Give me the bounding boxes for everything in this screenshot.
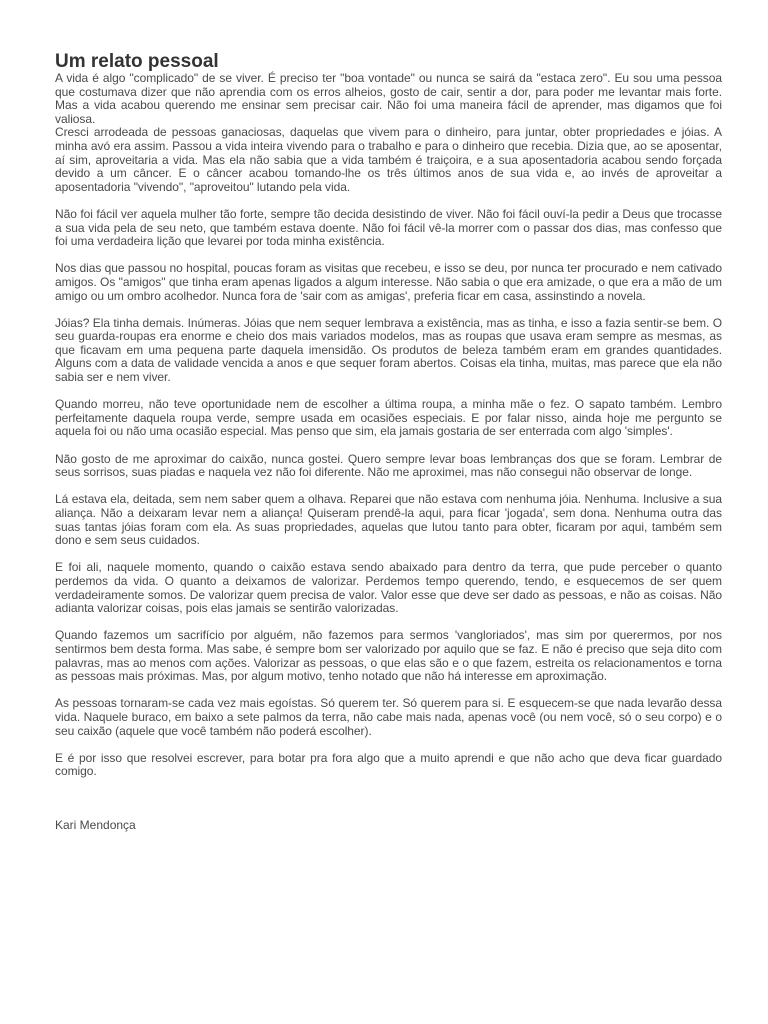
- paragraph-8: Lá estava ela, deitada, sem nem saber quem a olhava. Reparei que não estava com nenhuma jóia. Nenhuma. Inclusive a sua aliança. Não a deixaram levar nem a aliança! Quiseram prendê-la aqui, para ficar 'jogada', sem dona. Nenhuma outra das suas tantas jóias foram com ela. As suas propriedades, aquelas que lutou tanto para obter, ficaram por aqui, também sem dono e sem seus cuidados.: [55, 492, 722, 548]
- paragraph-10: Quando fazemos um sacrifício por alguém, não fazemos para sermos 'vangloriados', mas sim por querermos, por nos sentirmos bem desta forma. Mas sabe, é sempre bom ser valorizado por aquilo que se faz. E não é preciso que seja dito com palavras, mas ao menos com ações. Valorizar as pessoas, o que elas são e o que fazem, estreita os relacionamentos e torna as pessoas mais próximas. Mas, por algum motivo, tenho notado que não há interesse em aproximação.: [55, 628, 722, 684]
- paragraph-2: Cresci arrodeada de pessoas ganaciosas, daquelas que vivem para o dinheiro, para juntar, obter propriedades e jóias. A minha avó era assim. Passou a vida inteira vivendo para o trabalho e para o dinheiro que recebia. Dizia que, ao se aposentar, aí sim, aproveitaria a vida. Mas ela não sabia que a vida também é traiçoira, e a sua aposentadoria acabou sendo forçada devido a um câncer. E o câncer acabou tomando-lhe os três últimos anos de sua vida e, ao invés de aproveitar a aposentadoria "vivendo", "aproveitou" lutando pela vida.: [55, 125, 722, 194]
- document-page: [55, 52, 722, 832]
- author-signature: Kari Mendonça: [55, 817, 136, 832]
- paragraph-6: Quando morreu, não teve oportunidade nem de escolher a última roupa, a minha mãe o fez. O sapato também. Lembro perfeitamente daquela roupa verde, sempre usada em ocasiões especiais. E por falar nisso, ainda hoje me pergunto se aquela foi ou não uma ocasião especial. Mas penso que sim, ela jamais gostaria de ser enterrada com algo 'simples'.: [55, 397, 722, 439]
- paragraph-5: Jóias? Ela tinha demais. Inúmeras. Jóias que nem sequer lembrava a existência, mas as tinha, e isso a fazia sentir-se bem. O seu guarda-roupas era enorme e cheio dos mais variados modelos, mas as roupas que usava eram sempre as mesmas, as que ficavam em uma pequena parte daquela imensidão. Os produtos de beleza também eram em grandes quantidades. Alguns com a data de validade vencida a anos e que sequer foram abertos. Coisas ela tinha, muitas, mas parece que ela não sabia ser e nem viver.: [55, 315, 722, 385]
- paragraph-4: Nos dias que passou no hospital, poucas foram as visitas que recebeu, e isso se deu, por nunca ter procurado e nem cativado amigos. Os "amigos" que tinha eram apenas ligados a algum interesse. Não sabia o que era amizade, o que era a mão de um amigo ou um ombro acolhedor. Nunca fora de 'sair com as amigas', preferia ficar em casa, assinstindo a novela.: [55, 261, 722, 303]
- paragraph-12: E é por isso que resolvei escrever, para botar pra fora algo que a muito aprendi e que não acho que deva ficar guardado comigo.: [55, 750, 722, 779]
- paragraph-11: As pessoas tornaram-se cada vez mais egoístas. Só querem ter. Só querem para si. E esquecem-se que nada levarão dessa vida. Naquele buraco, em baixo a sete palmos da terra, não cabe mais nada, apenas você (ou nem você, só o seu corpo) e o seu caixão (aquele que você também não poderá escolher).: [55, 696, 722, 738]
- paragraph-9: E foi ali, naquele momento, quando o caixão estava sendo abaixado para dentro da terra, que pude perceber o quanto perdemos da vida. O quanto a deixamos de valorizar. Perdemos tempo querendo, tendo, e esquecemos de ser quem verdadeiramente somos. De valorizar quem precisa de valor. Valor esse que deve ser dado as pessoas, e não as coisas. Não adianta valorizar coisas, pois elas jamais se sentirão valorizadas.: [55, 560, 722, 616]
- paragraph-1: A vida é algo "complicado" de se viver. É preciso ter "boa vontade" ou nunca se sairá da "estaca zero". Eu sou uma pessoa que costumava dizer que não aprendia com os erros alheios, gosto de cair, sentir a dor, para poder me levantar mais forte. Mas a vida acabou querendo me ensinar sem precisar cair. Não foi uma maneira fácil de aprender, mas digamos que foi valiosa.: [55, 71, 722, 126]
- document-title: Um relato pessoal: [55, 51, 219, 72]
- paragraph-3: Não foi fácil ver aquela mulher tão forte, sempre tão decida desistindo de viver. Não foi fácil ouví-la pedir a Deus que trocasse a sua vida pela de seu neto, que também estava doente. Não foi fácil vê-la morrer com o passar dos dias, mas confesso que foi uma verdadeira lição que levarei por toda minha existência.: [55, 206, 722, 249]
- paragraph-7: Não gosto de me aproximar do caixão, nunca gostei. Quero sempre levar boas lembranças dos que se foram. Lembrar de seus sorrisos, suas piadas e naquela vez não foi diferente. Não me aproximei, mas não consegui não observar de longe.: [55, 451, 722, 480]
